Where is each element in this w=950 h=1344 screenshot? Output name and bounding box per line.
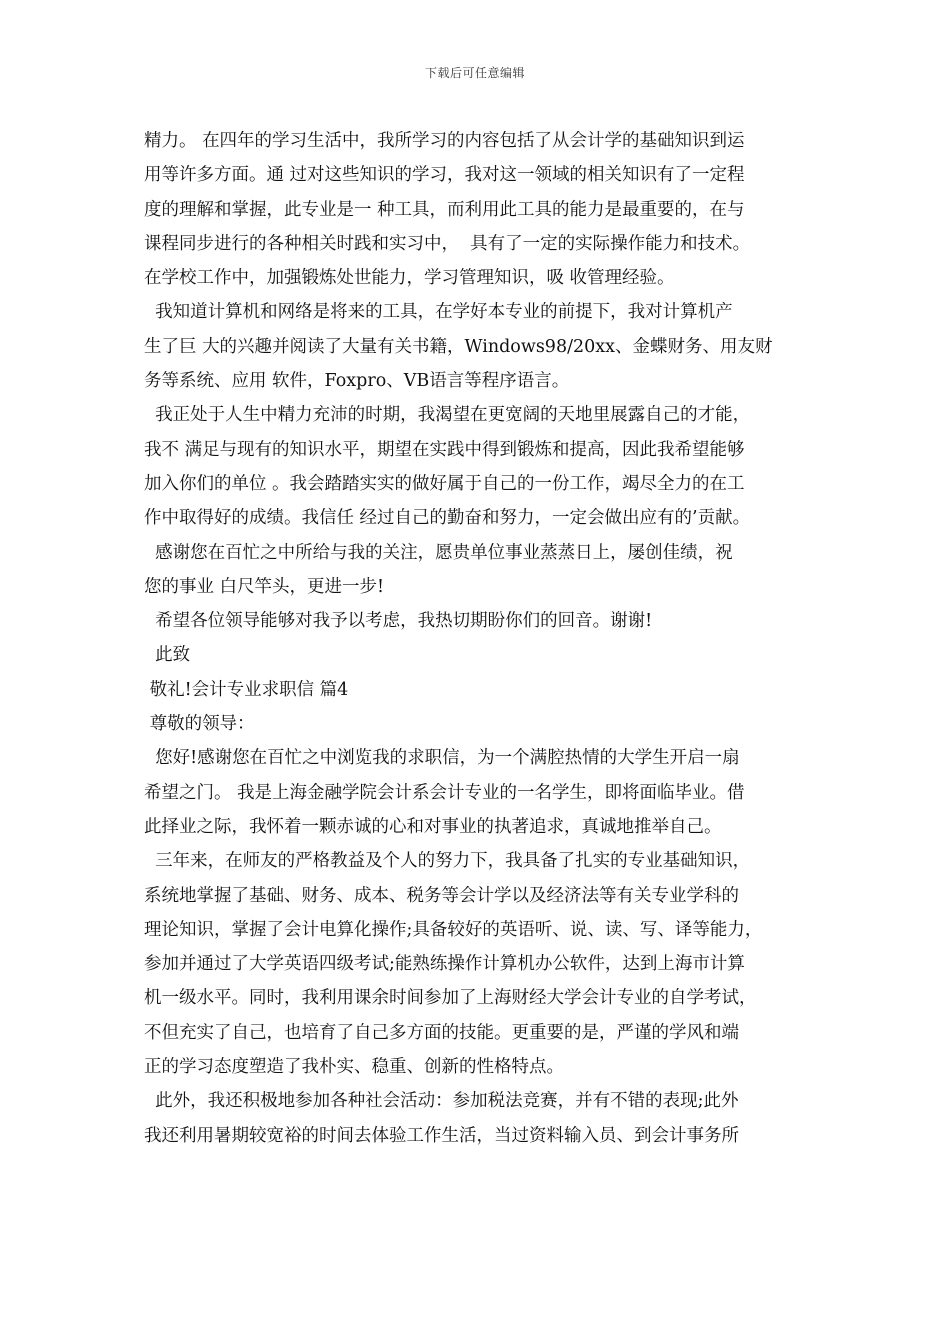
text-line: 参加并通过了大学英语四级考试;能熟练操作计算机办公软件，达到上海市计算 xyxy=(144,954,745,975)
text-line: 度的理解和掌握，此专业是一 种工具，而利用此工具的能力是最重要的，在与 xyxy=(144,199,745,220)
text-line: 此外，我还积极地参加各种社会活动：参加税法竞赛，并有不错的表现;此外 xyxy=(144,1091,739,1112)
text-line: 正的学习态度塑造了我朴实、稳重、创新的性格特点。 xyxy=(144,1057,564,1078)
text-line: 此致 xyxy=(144,645,191,666)
salutation: 尊敬的领导： xyxy=(144,714,255,735)
text-line: 三年来，在师友的严格教益及个人的努力下，我具备了扎实的专业基础知识， xyxy=(144,851,751,872)
text-line: 感谢您在百忙之中所给与我的关注，愿贵单位事业蒸蒸日上，屡创佳绩，祝 xyxy=(144,542,733,563)
text-line: 用等许多方面。通 过对这些知识的学习，我对这一领域的相关知识有了一定程 xyxy=(144,165,745,186)
text-line: 加入你们的单位 。我会踏踏实实的做好属于自己的一份工作，竭尽全力的在工 xyxy=(144,473,745,494)
text-line: 不但充实了自己，也培育了自己多方面的技能。更重要的是，严谨的学风和端 xyxy=(144,1022,739,1043)
text-line: 理论知识，掌握了会计电算化操作;具备较好的英语听、说、读、写、译等能力， xyxy=(144,919,763,940)
text-line: 您好!感谢您在百忙之中浏览我的求职信，为一个满腔热情的大学生开启一扇 xyxy=(144,748,740,769)
text-line: 我正处于人生中精力充沛的时期，我渴望在更宽阔的天地里展露自己的才能， xyxy=(144,405,751,426)
text-line: 生了巨 大的兴趣并阅读了大量有关书籍，Windows98/20xx、金蝶财务、用友财 xyxy=(144,336,773,357)
text-line: 作中取得好的成绩。我信任 经过自己的勤奋和努力，一定会做出应有的’贡献。 xyxy=(144,508,751,529)
text-line: 务等系统、应用 软件，Foxpro、VB语言等程序语言。 xyxy=(144,371,570,392)
text-line: 希望之门。 我是上海金融学院会计系会计专业的一名学生，即将面临毕业。借 xyxy=(144,782,745,803)
text-line: 我不 满足与现有的知识水平，期望在实践中得到锻炼和提高，因此我希望能够 xyxy=(144,439,745,460)
text-line: 我知道计算机和网络是将来的工具，在学好本专业的前提下，我对计算机产 xyxy=(144,302,733,323)
document-body xyxy=(144,124,808,1153)
text-line: 精力。 在四年的学习生活中，我所学习的内容包括了从会计学的基础知识到运 xyxy=(144,131,745,151)
text-line: 课程同步进行的各种相关时践和实习中， 具有了一定的实际操作能力和技术。 xyxy=(144,233,751,254)
section-heading: 敬礼!会计专业求职信 篇4 xyxy=(144,679,349,700)
header-note: 下载后可任意编辑 xyxy=(424,66,525,80)
text-line: 系统地掌握了基础、财务、成本、税务等会计学以及经济法等有关专业学科的 xyxy=(144,885,739,906)
text-line: 我还利用暑期较宽裕的时间去体验工作生活，当过资料输入员、到会计事务所 xyxy=(144,1125,739,1146)
text-line: 机一级水平。同时，我利用课余时间参加了上海财经大学会计专业的自学考试， xyxy=(144,988,757,1009)
text-line: 此择业之际，我怀着一颗赤诚的心和对事业的执著追求，真诚地推举自己。 xyxy=(144,816,722,837)
text-line: 您的事业 白尺竿头，更进一步! xyxy=(144,576,385,597)
text-line: 希望各位领导能够对我予以考虑，我热切期盼你们的回音。谢谢! xyxy=(144,611,653,632)
text-line: 在学校工作中，加强锻炼处世能力，学习管理知识，吸 收管理经验。 xyxy=(144,268,675,289)
